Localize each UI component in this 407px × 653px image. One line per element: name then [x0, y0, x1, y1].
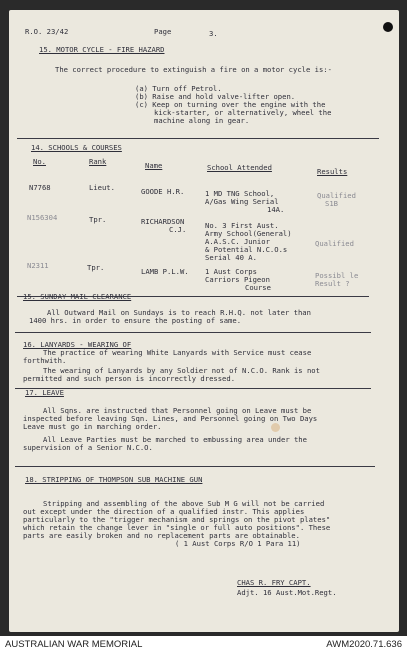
column-header-name: Name	[145, 161, 163, 170]
table-cell-no: N7768	[29, 183, 51, 192]
footer-bar	[0, 636, 407, 653]
column-header-results: Results	[317, 167, 348, 176]
section-title: 15. SUNDAY MAIL CLEARANCE	[23, 292, 132, 301]
signature-name: CHAS R. FRY CAPT.	[237, 578, 311, 587]
table-cell-result: Possibl le	[315, 271, 359, 280]
table-cell-school: Army School(General)	[205, 229, 292, 238]
paragraph-line: parts are easily broken and no replacement parts are obtainable.	[23, 531, 300, 540]
divider	[15, 388, 371, 389]
ro-number: R.O. 23/42	[25, 27, 69, 36]
page-number: 3.	[209, 29, 218, 38]
divider	[17, 138, 379, 139]
paragraph-line: The wearing of Lanyards by any Soldier not of N.C.O. Rank is not	[43, 366, 320, 375]
footer-catalog-id: AWM2020.71.636	[326, 639, 402, 650]
section-title: 16. LANYARDS - WEARING OF	[23, 340, 132, 349]
paragraph-line: out except under the direction of a qualified instr. This applies	[23, 507, 305, 516]
paragraph-line: Stripping and assembling of the above Sub M G will not be carried	[43, 499, 325, 508]
table-cell-no: N2311	[27, 261, 49, 270]
punch-hole	[383, 22, 393, 32]
table-cell-school: 1 MD TNG School,	[205, 189, 275, 198]
paragraph-line: permitted and such person is incorrectly dressed.	[23, 374, 236, 383]
column-header-school: School Attended	[207, 163, 272, 172]
paragraph-line: which retain the change lever in "single or full auto positions". These	[23, 523, 331, 532]
divider	[15, 332, 371, 333]
paragraph-line: ( 1 Aust Corps R/O 1 Para 11)	[175, 539, 301, 548]
paragraph-line: forthwith.	[23, 356, 67, 365]
table-cell-result: Qualified	[317, 191, 356, 200]
list-item: (b) Raise and hold valve-lifter open.	[135, 92, 296, 101]
table-cell-result: Qualified	[315, 239, 354, 248]
list-item: (c) Keep on turning over the engine with the	[135, 100, 326, 109]
paragraph-line: 1400 hrs. in order to ensure the posting of same.	[29, 316, 242, 325]
table-cell-rank: Tpr.	[89, 215, 107, 224]
table-cell-no: N156304	[27, 213, 58, 222]
paragraph-line: The practice of wearing White Lanyards with Service must cease	[43, 348, 312, 357]
section-title: 15. MOTOR CYCLE - FIRE HAZARD	[39, 45, 165, 54]
table-cell-school: No. 3 First Aust.	[205, 221, 279, 230]
section-title: 18. STRIPPING OF THOMPSON SUB MACHINE GUN	[25, 475, 203, 484]
table-cell-name: RICHARDSON	[141, 217, 185, 226]
table-cell-school: 14A.	[267, 205, 285, 214]
column-header-rank: Rank	[89, 157, 107, 166]
paragraph-line: supervision of a Senior N.C.O.	[23, 443, 153, 452]
column-header-no: No.	[33, 157, 46, 166]
paragraph-line: The correct procedure to extinguish a fire on a motor cycle is:-	[55, 65, 332, 74]
table-cell-name: LAMB P.L.W.	[141, 267, 189, 276]
table-cell-school: A.A.S.C. Junior	[205, 237, 270, 246]
stain-mark	[271, 423, 280, 432]
table-cell-school: Course	[245, 283, 271, 292]
table-cell-name: C.J.	[169, 225, 187, 234]
list-item: machine along in gear.	[154, 116, 250, 125]
table-cell-school: 1 Aust Corps	[205, 267, 257, 276]
paragraph-line: Leave must go in marching order.	[23, 422, 162, 431]
table-cell-rank: Tpr.	[87, 263, 105, 272]
paragraph-line: All Sqns. are instructed that Personnel going on Leave must be	[43, 406, 312, 415]
divider	[15, 466, 375, 467]
table-cell-rank: Lieut.	[89, 183, 115, 192]
section-title: 17. LEAVE	[25, 388, 64, 397]
table-cell-school: & Potential N.C.O.s	[205, 245, 288, 254]
table-cell-result: S1B	[325, 199, 338, 208]
paragraph-line: inspected before leaving Sqn. Lines, and Personnel going on Two Days	[23, 414, 318, 423]
table-cell-school: Carriors Pigeon	[205, 275, 270, 284]
table-cell-result: Result ?	[315, 279, 350, 288]
list-item: kick-starter, or alternatively, wheel the	[154, 108, 332, 117]
paragraph-line: All Leave Parties must be marched to embussing area under the	[43, 435, 307, 444]
section-title: 14. SCHOOLS & COURSES	[31, 143, 122, 152]
paragraph-line: particularly to the "trigger mechanism and springs on the pivot plates"	[23, 515, 331, 524]
footer-source: AUSTRALIAN WAR MEMORIAL	[5, 639, 143, 650]
page-label: Page	[154, 27, 172, 36]
list-item: (a) Turn off Petrol.	[135, 84, 222, 93]
table-cell-name: GOODE H.R.	[141, 187, 185, 196]
document-page	[9, 10, 399, 632]
paragraph-line: All Outward Mail on Sundays is to reach R.H.Q. not later than	[47, 308, 311, 317]
table-cell-school: Serial 40 A.	[205, 253, 257, 262]
table-cell-school: A/Gas Wing Serial	[205, 197, 279, 206]
signature-title: Adjt. 16 Aust.Mot.Regt.	[237, 588, 337, 597]
